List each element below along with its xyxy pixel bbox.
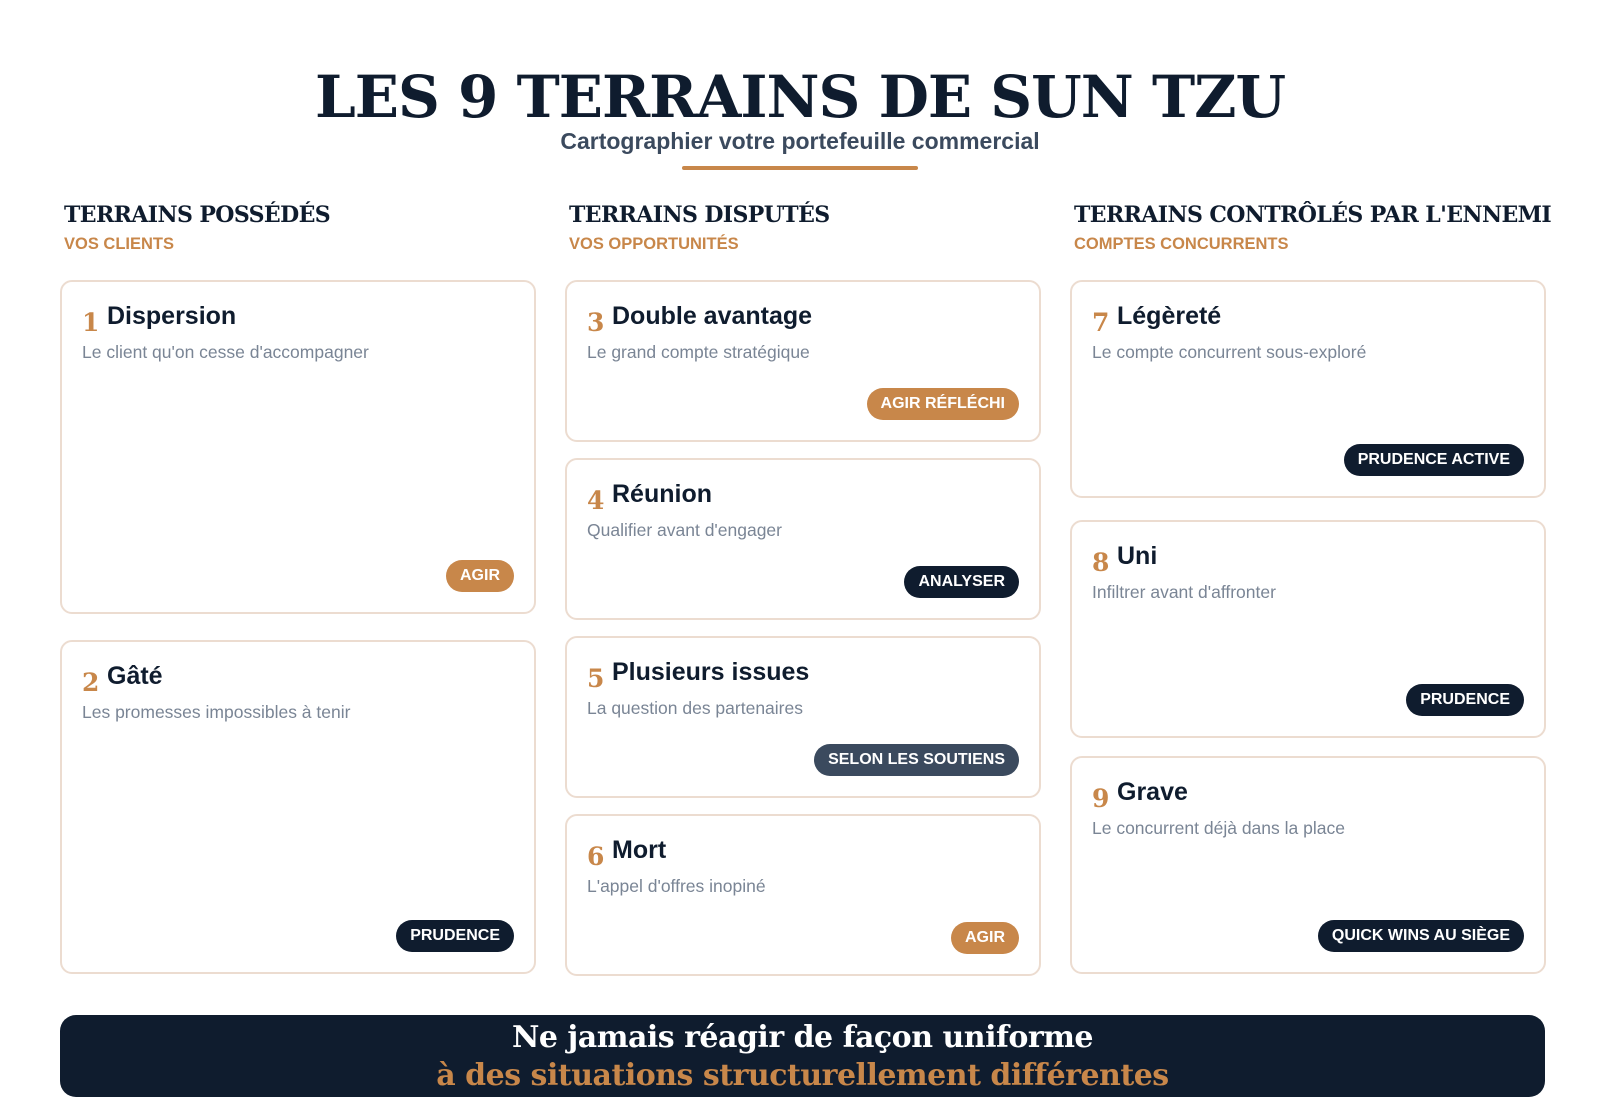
terrain-description: Le compte concurrent sous-exploré — [1092, 342, 1367, 362]
terrain-card-5[interactable] — [565, 636, 1041, 798]
terrain-title: Grave — [1117, 778, 1188, 806]
terrain-title: Double avantage — [612, 302, 813, 330]
action-badge: SELON LES SOUTIENS — [814, 744, 1019, 776]
terrain-number: 5 — [587, 664, 605, 693]
column-subheading: VOS OPPORTUNITÉS — [569, 235, 739, 253]
footer-line-1: Ne jamais réagir de façon uniforme — [511, 1020, 1094, 1055]
terrain-title: Gâté — [107, 662, 163, 690]
terrain-card-8[interactable] — [1070, 520, 1546, 738]
column-subheading: COMPTES CONCURRENTS — [1074, 235, 1289, 253]
terrain-description: Infiltrer avant d'affronter — [1092, 582, 1276, 602]
terrain-number: 2 — [82, 668, 100, 697]
column-heading: TERRAINS DISPUTÉS — [569, 202, 830, 228]
column-disputed-terrains — [565, 200, 1041, 946]
column-owned-terrains — [60, 200, 536, 944]
terrain-card-4[interactable] — [565, 458, 1041, 620]
terrain-description: Qualifier avant d'engager — [587, 520, 782, 540]
terrain-number: 7 — [1092, 308, 1110, 337]
terrain-card-2[interactable] — [60, 640, 536, 974]
column-enemy-terrains — [1070, 200, 1552, 944]
terrain-number: 4 — [587, 486, 605, 515]
terrain-title: Mort — [612, 836, 667, 864]
action-badge: AGIR RÉFLÉCHI — [867, 388, 1019, 420]
header — [0, 62, 1600, 170]
terrain-number: 8 — [1092, 548, 1110, 577]
terrain-number: 9 — [1092, 784, 1110, 813]
action-badge: PRUDENCE — [1406, 684, 1524, 716]
terrain-description: Le concurrent déjà dans la place — [1092, 818, 1345, 838]
terrain-description: Les promesses impossibles à tenir — [82, 702, 351, 722]
action-badge: AGIR — [951, 922, 1019, 954]
terrain-description: Le grand compte stratégique — [587, 342, 810, 362]
action-badge: PRUDENCE — [396, 920, 514, 952]
terrain-card-6[interactable] — [565, 814, 1041, 976]
terrain-card-3[interactable] — [565, 280, 1041, 442]
terrain-description: Le client qu'on cesse d'accompagner — [82, 342, 369, 362]
terrain-number: 3 — [587, 308, 605, 337]
column-heading: TERRAINS POSSÉDÉS — [64, 202, 331, 228]
terrain-card-9[interactable] — [1070, 756, 1546, 974]
terrain-description: La question des partenaires — [587, 698, 803, 718]
column-heading: TERRAINS CONTRÔLÉS PAR L'ENNEMI — [1074, 202, 1552, 228]
terrain-title: Réunion — [612, 480, 712, 508]
terrain-description: L'appel d'offres inopiné — [587, 876, 766, 896]
terrain-number: 1 — [82, 308, 100, 337]
terrain-number: 6 — [587, 842, 605, 871]
terrain-title: Dispersion — [107, 302, 237, 330]
terrain-card-7[interactable] — [1070, 280, 1546, 498]
page-subtitle: Cartographier votre portefeuille commercial — [560, 128, 1040, 154]
terrain-title: Légèreté — [1117, 302, 1222, 330]
terrain-title: Plusieurs issues — [612, 658, 810, 686]
title-divider — [682, 166, 918, 170]
footer-line-2: à des situations structurellement différentes — [436, 1058, 1169, 1093]
column-subheading: VOS CLIENTS — [64, 235, 175, 253]
action-badge: ANALYSER — [904, 566, 1019, 598]
terrain-card-1[interactable] — [60, 280, 536, 614]
page-title: LES 9 TERRAINS DE SUN TZU — [314, 63, 1286, 131]
action-badge: AGIR — [446, 560, 514, 592]
footer-banner — [60, 1015, 1545, 1097]
terrain-title: Uni — [1117, 542, 1158, 570]
action-badge: PRUDENCE ACTIVE — [1344, 444, 1524, 476]
action-badge: QUICK WINS AU SIÈGE — [1318, 920, 1524, 952]
